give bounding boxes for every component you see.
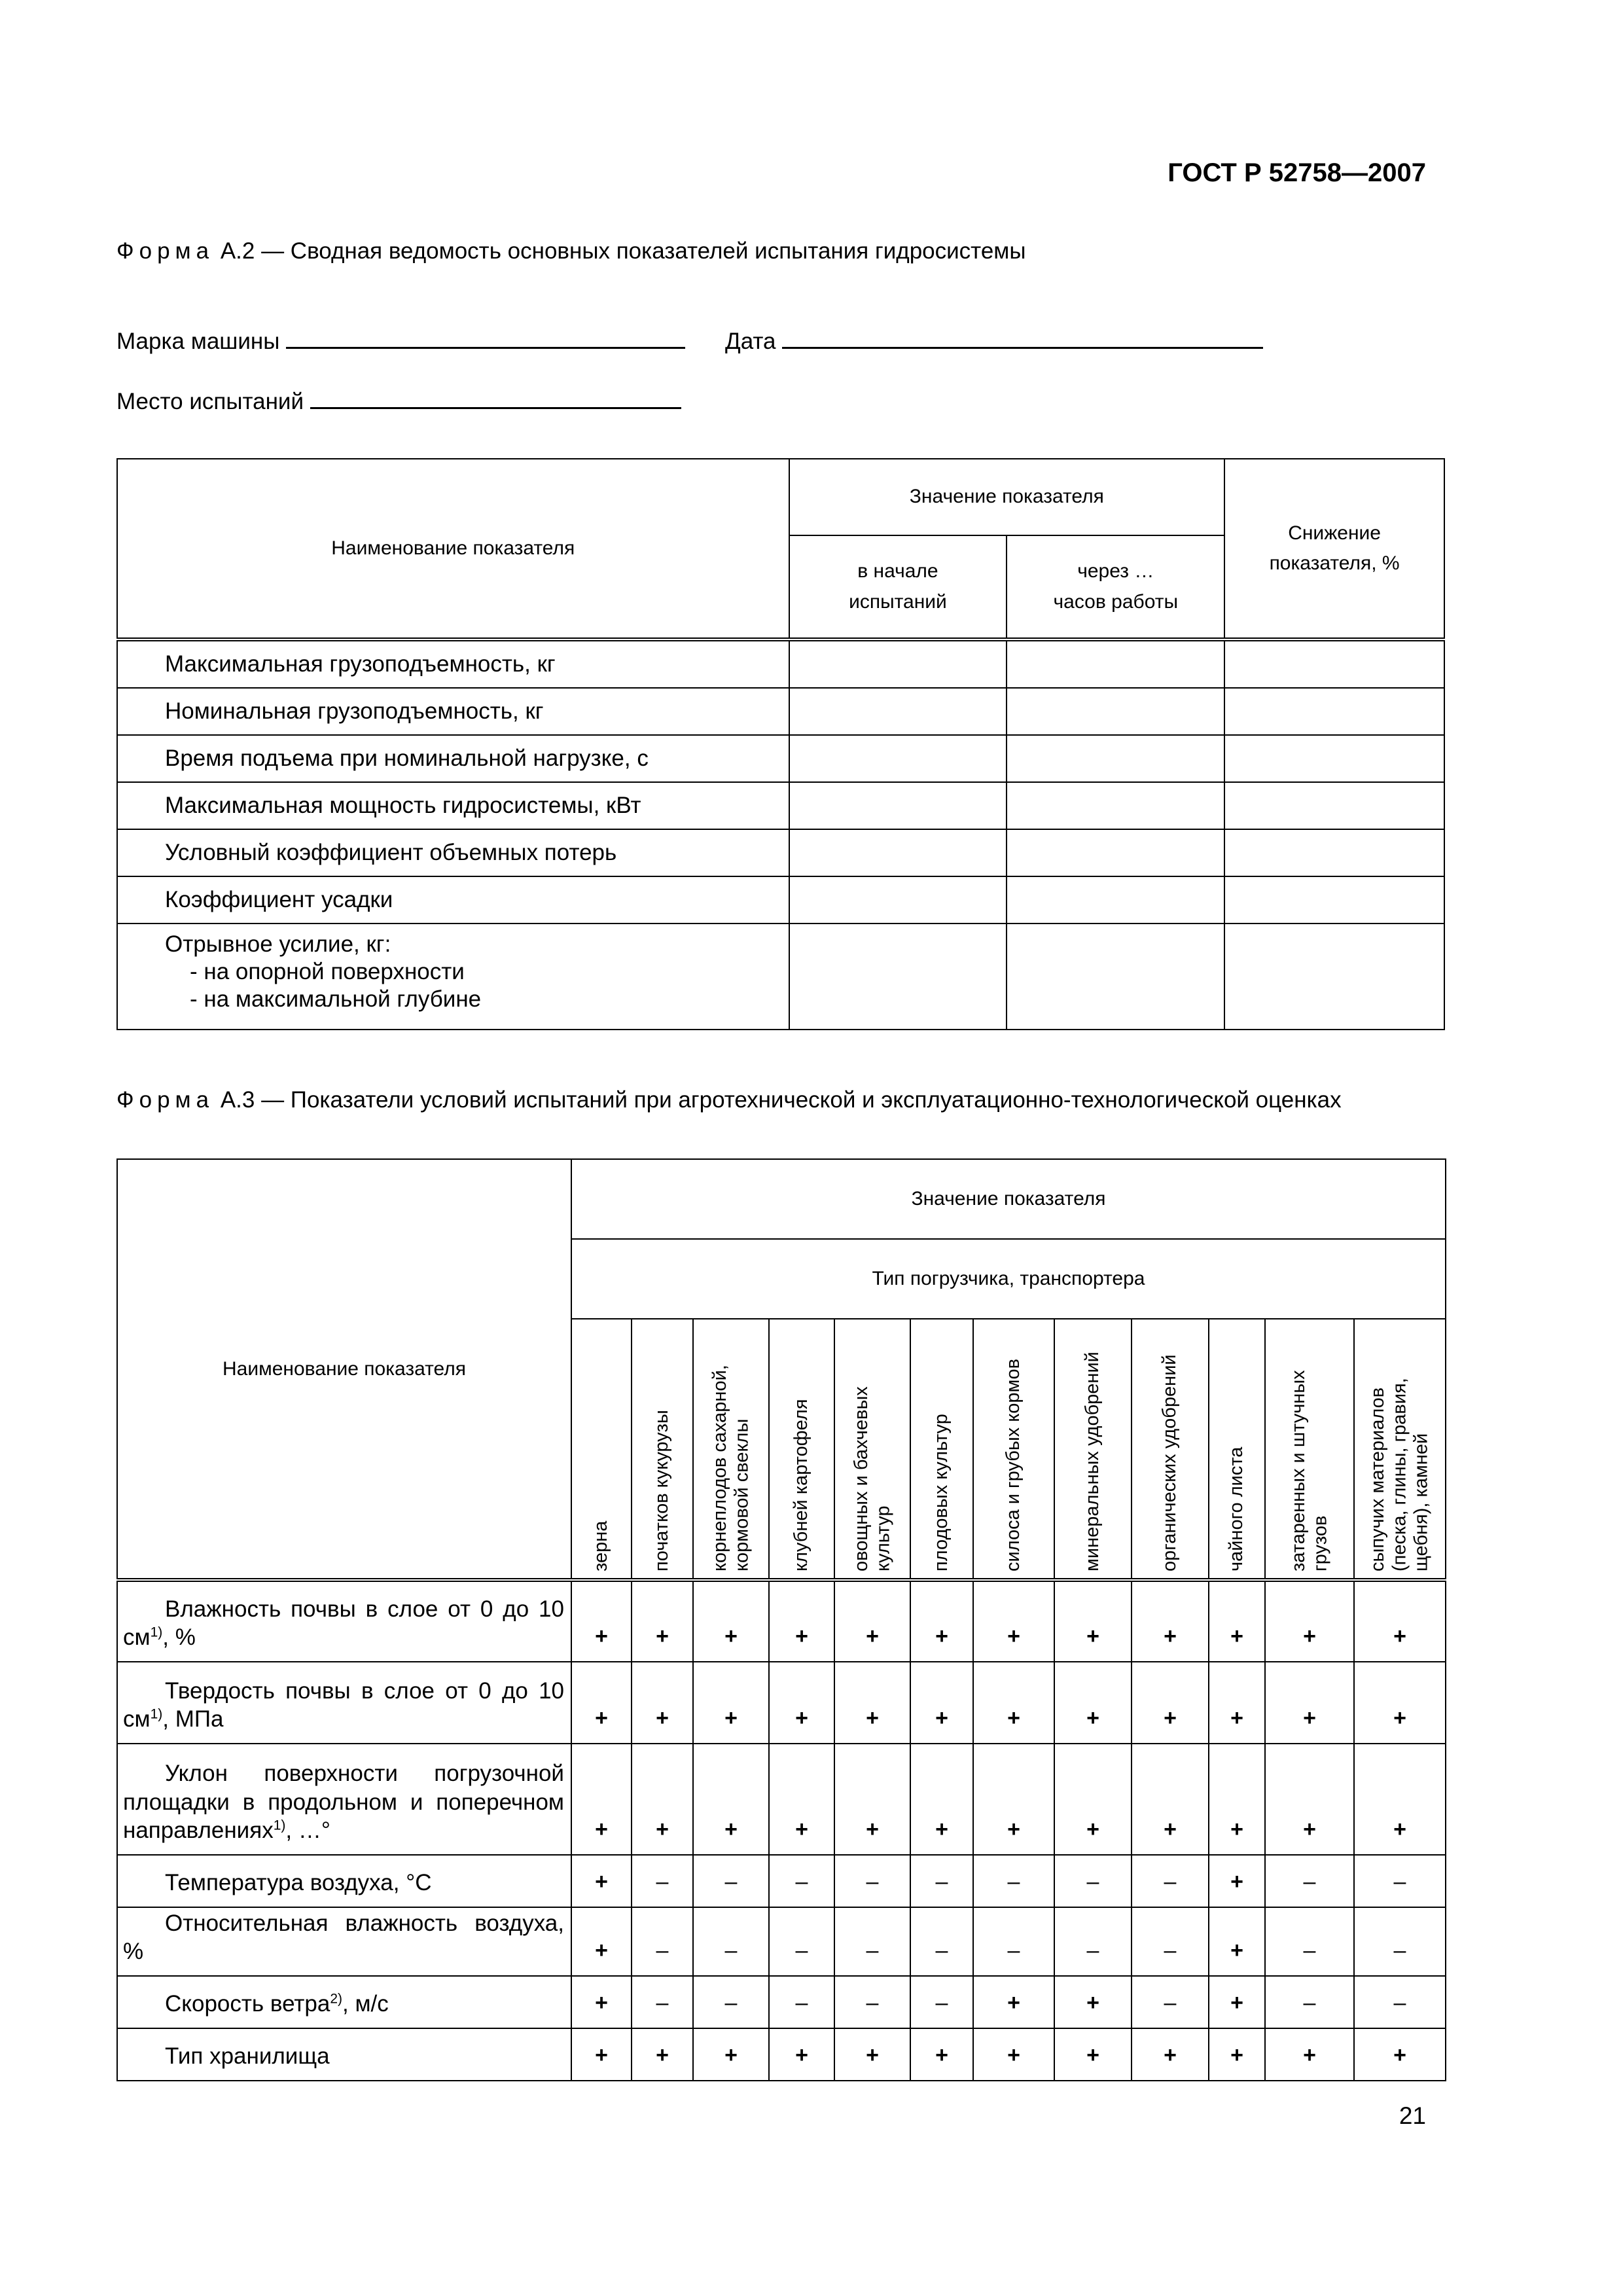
a3-mark-cell: + [1265, 1744, 1354, 1855]
a3-type-header [693, 1319, 769, 1580]
a3-row-name-text: Тип хранилища [165, 2043, 330, 2070]
a2-row-name: Максимальная грузоподъемность, кг [117, 639, 789, 688]
a3-type-label: зерна [590, 1520, 612, 1571]
a3-type-label: затаренных и штучных грузов [1287, 1369, 1330, 1571]
a3-mark-cell: + [571, 1662, 632, 1744]
a2-cell [789, 735, 1007, 782]
a3-mark-cell: – [769, 1855, 834, 1907]
a3-mark-cell: + [1054, 1580, 1132, 1662]
a3-mark-cell: – [834, 1907, 910, 1976]
a3-mark-cell: + [1132, 1662, 1209, 1744]
a3-mark-cell: – [1054, 1855, 1132, 1907]
a3-col-type: Тип погрузчика, транспортера [571, 1239, 1446, 1319]
a3-mark-cell: + [1209, 1580, 1265, 1662]
a3-mark-cell: + [571, 1976, 632, 2028]
a2-cell [1007, 639, 1224, 688]
a2-row-name: Номинальная грузоподъемность, кг [117, 688, 789, 735]
a3-mark-cell: – [1265, 1855, 1354, 1907]
a3-mark-cell: – [769, 1907, 834, 1976]
a3-mark-cell: + [1209, 1855, 1265, 1907]
test-place-field [116, 389, 681, 415]
table-row [117, 1855, 1446, 1907]
a2-cell [1007, 829, 1224, 876]
a3-row-name-text: Влажность почвы в слое от 0 до 10 см [123, 1596, 564, 1651]
a2-cell [789, 639, 1007, 688]
a3-mark-cell: + [769, 1744, 834, 1855]
a3-type-label: сыпучих материалов (песка, глины, гравия, щебня), камней [1366, 1377, 1432, 1571]
table-row [117, 735, 1444, 782]
a2-col-name: Наименование показателя [117, 459, 789, 639]
a3-row-name [117, 1662, 571, 1744]
a2-row-name [117, 924, 789, 1030]
a3-type-label: корнеплодов сахарной, кормовой свеклы [709, 1364, 752, 1571]
a3-type-label: органических удобрений [1159, 1354, 1181, 1571]
a3-mark-cell: – [1132, 1907, 1209, 1976]
table-row [117, 1976, 1446, 2028]
table-row [117, 924, 1444, 1030]
a3-mark-cell: – [632, 1976, 693, 2028]
a3-row-name [117, 2028, 571, 2081]
a3-mark-cell: + [769, 2028, 834, 2081]
a3-type-header [1054, 1319, 1132, 1580]
a3-mark-cell: – [834, 1976, 910, 2028]
a3-mark-cell: – [1265, 1907, 1354, 1976]
a3-mark-cell: + [693, 1744, 769, 1855]
a3-type-label: чайного листа [1226, 1446, 1247, 1571]
a3-mark-cell: + [910, 1580, 973, 1662]
a3-row-name-suffix: , м/с [342, 1991, 389, 2017]
a3-mark-cell: + [571, 1744, 632, 1855]
a3-type-header [910, 1319, 973, 1580]
a2-cell [1007, 876, 1224, 924]
a3-mark-cell: + [1354, 1662, 1446, 1744]
a3-row-name-text: Температура воздуха, °С [165, 1870, 432, 1896]
a3-row-name-text: Относительная влажность воздуха, % [123, 1910, 564, 1965]
a3-mark-cell: – [1354, 1976, 1446, 2028]
a3-mark-cell: + [1132, 1744, 1209, 1855]
form-a3-title-text: А.3 — Показатели условий испытаний при агротехнической и эксплуатационно-технологической оценках [220, 1087, 1342, 1113]
a3-mark-cell: + [834, 1662, 910, 1744]
a2-cell [789, 829, 1007, 876]
a3-type-header [1132, 1319, 1209, 1580]
a3-mark-cell: – [769, 1976, 834, 2028]
a3-mark-cell: + [571, 1580, 632, 1662]
a3-mark-cell: + [1132, 2028, 1209, 2081]
a3-mark-cell: – [1354, 1907, 1446, 1976]
form-a2-label: Форма [116, 238, 215, 264]
a3-mark-cell: + [1209, 1976, 1265, 2028]
a3-row-footnote-ref: 2) [330, 1991, 343, 2007]
a3-mark-cell: – [1132, 1855, 1209, 1907]
a3-mark-cell: – [693, 1976, 769, 2028]
a2-cell [789, 876, 1007, 924]
a3-mark-cell: + [571, 1855, 632, 1907]
a3-mark-cell: – [910, 1976, 973, 2028]
a3-type-label: початков кукурузы [651, 1409, 673, 1571]
a3-type-header [1209, 1319, 1265, 1580]
a2-cell [1224, 639, 1444, 688]
a2-row-name: Условный коэффициент объемных потерь [117, 829, 789, 876]
a2-row-name: Время подъема при номинальной нагрузке, с [117, 735, 789, 782]
a3-row-name-text: Твердость почвы в слое от 0 до 10 см [123, 1677, 564, 1732]
a3-mark-cell: – [973, 1907, 1054, 1976]
a3-mark-cell: + [1132, 1580, 1209, 1662]
a3-mark-cell: – [693, 1907, 769, 1976]
a3-mark-cell: + [1354, 1580, 1446, 1662]
a3-mark-cell: + [910, 2028, 973, 2081]
a3-type-label: минеральных удобрений [1082, 1351, 1103, 1571]
a3-row-name-text: Уклон поверхности погрузочной площадки в продольном и поперечном направлениях [123, 1760, 564, 1844]
a3-mark-cell: – [1132, 1976, 1209, 2028]
a2-row-name: Максимальная мощность гидросистемы, кВт [117, 782, 789, 829]
a3-mark-cell: + [632, 1580, 693, 1662]
a3-type-header [834, 1319, 910, 1580]
test-place-label: Место испытаний [116, 389, 304, 414]
a2-cell [1224, 829, 1444, 876]
a2-col-after: через … часов работы [1007, 535, 1224, 639]
a3-type-label: плодовых культур [931, 1413, 952, 1571]
a2-cell [789, 688, 1007, 735]
a2-cell [1007, 735, 1224, 782]
a3-mark-cell: – [973, 1855, 1054, 1907]
a3-mark-cell: + [1354, 2028, 1446, 2081]
a3-mark-cell: – [1354, 1855, 1446, 1907]
a3-row-name [117, 1855, 571, 1907]
a2-last-row-sub2: - на максимальной глубине [190, 986, 482, 1012]
standard-code: ГОСТ Р 52758—2007 [1168, 158, 1426, 187]
form-a2-title-text: А.2 — Сводная ведомость основных показателей испытания гидросистемы [220, 238, 1026, 264]
page-number: 21 [1399, 2102, 1426, 2129]
a3-mark-cell: – [632, 1855, 693, 1907]
a3-mark-cell: + [973, 1976, 1054, 2028]
a2-last-row-title: Отрывное усилие, кг: [165, 931, 391, 957]
a3-mark-cell: + [693, 1580, 769, 1662]
a2-row-name: Коэффициент усадки [117, 876, 789, 924]
a3-mark-cell: + [973, 1662, 1054, 1744]
a3-mark-cell: + [834, 2028, 910, 2081]
a3-mark-cell: + [834, 1580, 910, 1662]
a3-row-footnote-ref: 1) [150, 1706, 163, 1722]
a3-mark-cell: + [910, 1662, 973, 1744]
date-blank [782, 329, 1263, 349]
table-row [117, 782, 1444, 829]
table-row [117, 639, 1444, 688]
a3-mark-cell: + [769, 1580, 834, 1662]
a3-mark-cell: + [1354, 1744, 1446, 1855]
table-row [117, 2028, 1446, 2081]
a3-mark-cell: + [632, 1662, 693, 1744]
a3-type-header [1265, 1319, 1354, 1580]
a2-cell [789, 782, 1007, 829]
date-label: Дата [725, 329, 776, 354]
a3-mark-cell: + [1265, 1580, 1354, 1662]
table-row [117, 876, 1444, 924]
a3-mark-cell: – [693, 1855, 769, 1907]
a3-type-label: силоса и грубых кормов [1003, 1358, 1024, 1571]
table-row [117, 1662, 1446, 1744]
a3-row-name-suffix: , МПа [162, 1706, 224, 1732]
a2-cell [1224, 782, 1444, 829]
table-row [117, 1907, 1446, 1976]
a2-cell [1007, 688, 1224, 735]
a3-type-header [973, 1319, 1054, 1580]
a3-row-footnote-ref: 1) [150, 1624, 163, 1640]
a3-mark-cell: + [973, 1580, 1054, 1662]
a3-mark-cell: + [632, 2028, 693, 2081]
a2-last-row-sub1: - на опорной поверхности [190, 959, 465, 984]
machine-brand-label: Марка машины [116, 329, 280, 354]
a3-mark-cell: – [834, 1855, 910, 1907]
a3-mark-cell: + [1054, 1976, 1132, 2028]
a3-type-header [769, 1319, 834, 1580]
a3-row-name-suffix: , …° [285, 1818, 330, 1844]
a3-mark-cell: + [571, 1907, 632, 1976]
a3-type-header [632, 1319, 693, 1580]
a3-mark-cell: + [1054, 1744, 1132, 1855]
a3-mark-cell: + [1054, 1662, 1132, 1744]
a3-mark-cell: + [1209, 2028, 1265, 2081]
a3-col-value: Значение показателя [571, 1159, 1446, 1239]
a2-cell [1224, 876, 1444, 924]
form-a3-label: Форма [116, 1087, 215, 1113]
a2-cell [1224, 924, 1444, 1030]
a3-mark-cell: – [910, 1855, 973, 1907]
a3-row-name [117, 1976, 571, 2028]
a2-cell [789, 924, 1007, 1030]
a2-col-start: в начале испытаний [789, 535, 1007, 639]
a3-type-header [1354, 1319, 1446, 1580]
form-a2-title [116, 238, 1026, 264]
a3-type-label: овощных и бахчевых культур [850, 1386, 893, 1571]
table-row [117, 688, 1444, 735]
a3-mark-cell: + [1265, 1662, 1354, 1744]
a3-col-name: Наименование показателя [117, 1159, 571, 1580]
a2-col-value: Значение показателя [789, 459, 1225, 535]
a3-mark-cell: – [910, 1907, 973, 1976]
table-a2 [116, 458, 1445, 1030]
a3-mark-cell: + [973, 1744, 1054, 1855]
table-row [117, 1580, 1446, 1662]
a3-mark-cell: + [632, 1744, 693, 1855]
a3-row-name-text: Скорость ветра [165, 1991, 330, 2017]
a3-row-footnote-ref: 1) [273, 1818, 286, 1833]
a3-mark-cell: + [910, 1744, 973, 1855]
table-row [117, 1744, 1446, 1855]
a2-col-decrease: Снижение показателя, % [1224, 459, 1444, 639]
form-a3-title [116, 1086, 1438, 1114]
a3-type-label: клубней картофеля [791, 1399, 812, 1571]
a3-mark-cell: + [1265, 2028, 1354, 2081]
machine-brand-field [116, 329, 685, 355]
date-field [725, 329, 1263, 355]
a3-mark-cell: + [834, 1744, 910, 1855]
a3-mark-cell: + [1209, 1907, 1265, 1976]
a3-mark-cell: + [693, 1662, 769, 1744]
a3-row-name [117, 1744, 571, 1855]
a3-type-header [571, 1319, 632, 1580]
test-place-blank [310, 389, 681, 409]
machine-brand-blank [286, 329, 685, 349]
a2-cell [1224, 688, 1444, 735]
a2-cell [1007, 782, 1224, 829]
a3-mark-cell: + [693, 2028, 769, 2081]
a3-mark-cell: + [1209, 1662, 1265, 1744]
a3-mark-cell: – [632, 1907, 693, 1976]
a3-mark-cell: + [973, 2028, 1054, 2081]
a3-mark-cell: + [769, 1662, 834, 1744]
a3-mark-cell: – [1265, 1976, 1354, 2028]
a3-row-name [117, 1580, 571, 1662]
a3-row-name-suffix: , % [162, 1624, 196, 1651]
a3-mark-cell: + [571, 2028, 632, 2081]
a3-mark-cell: + [1054, 2028, 1132, 2081]
a3-mark-cell: – [1054, 1907, 1132, 1976]
table-row [117, 829, 1444, 876]
a3-mark-cell: + [1209, 1744, 1265, 1855]
a2-cell [1007, 924, 1224, 1030]
a2-cell [1224, 735, 1444, 782]
a3-row-name [117, 1907, 571, 1976]
table-a3 [116, 1158, 1446, 2081]
